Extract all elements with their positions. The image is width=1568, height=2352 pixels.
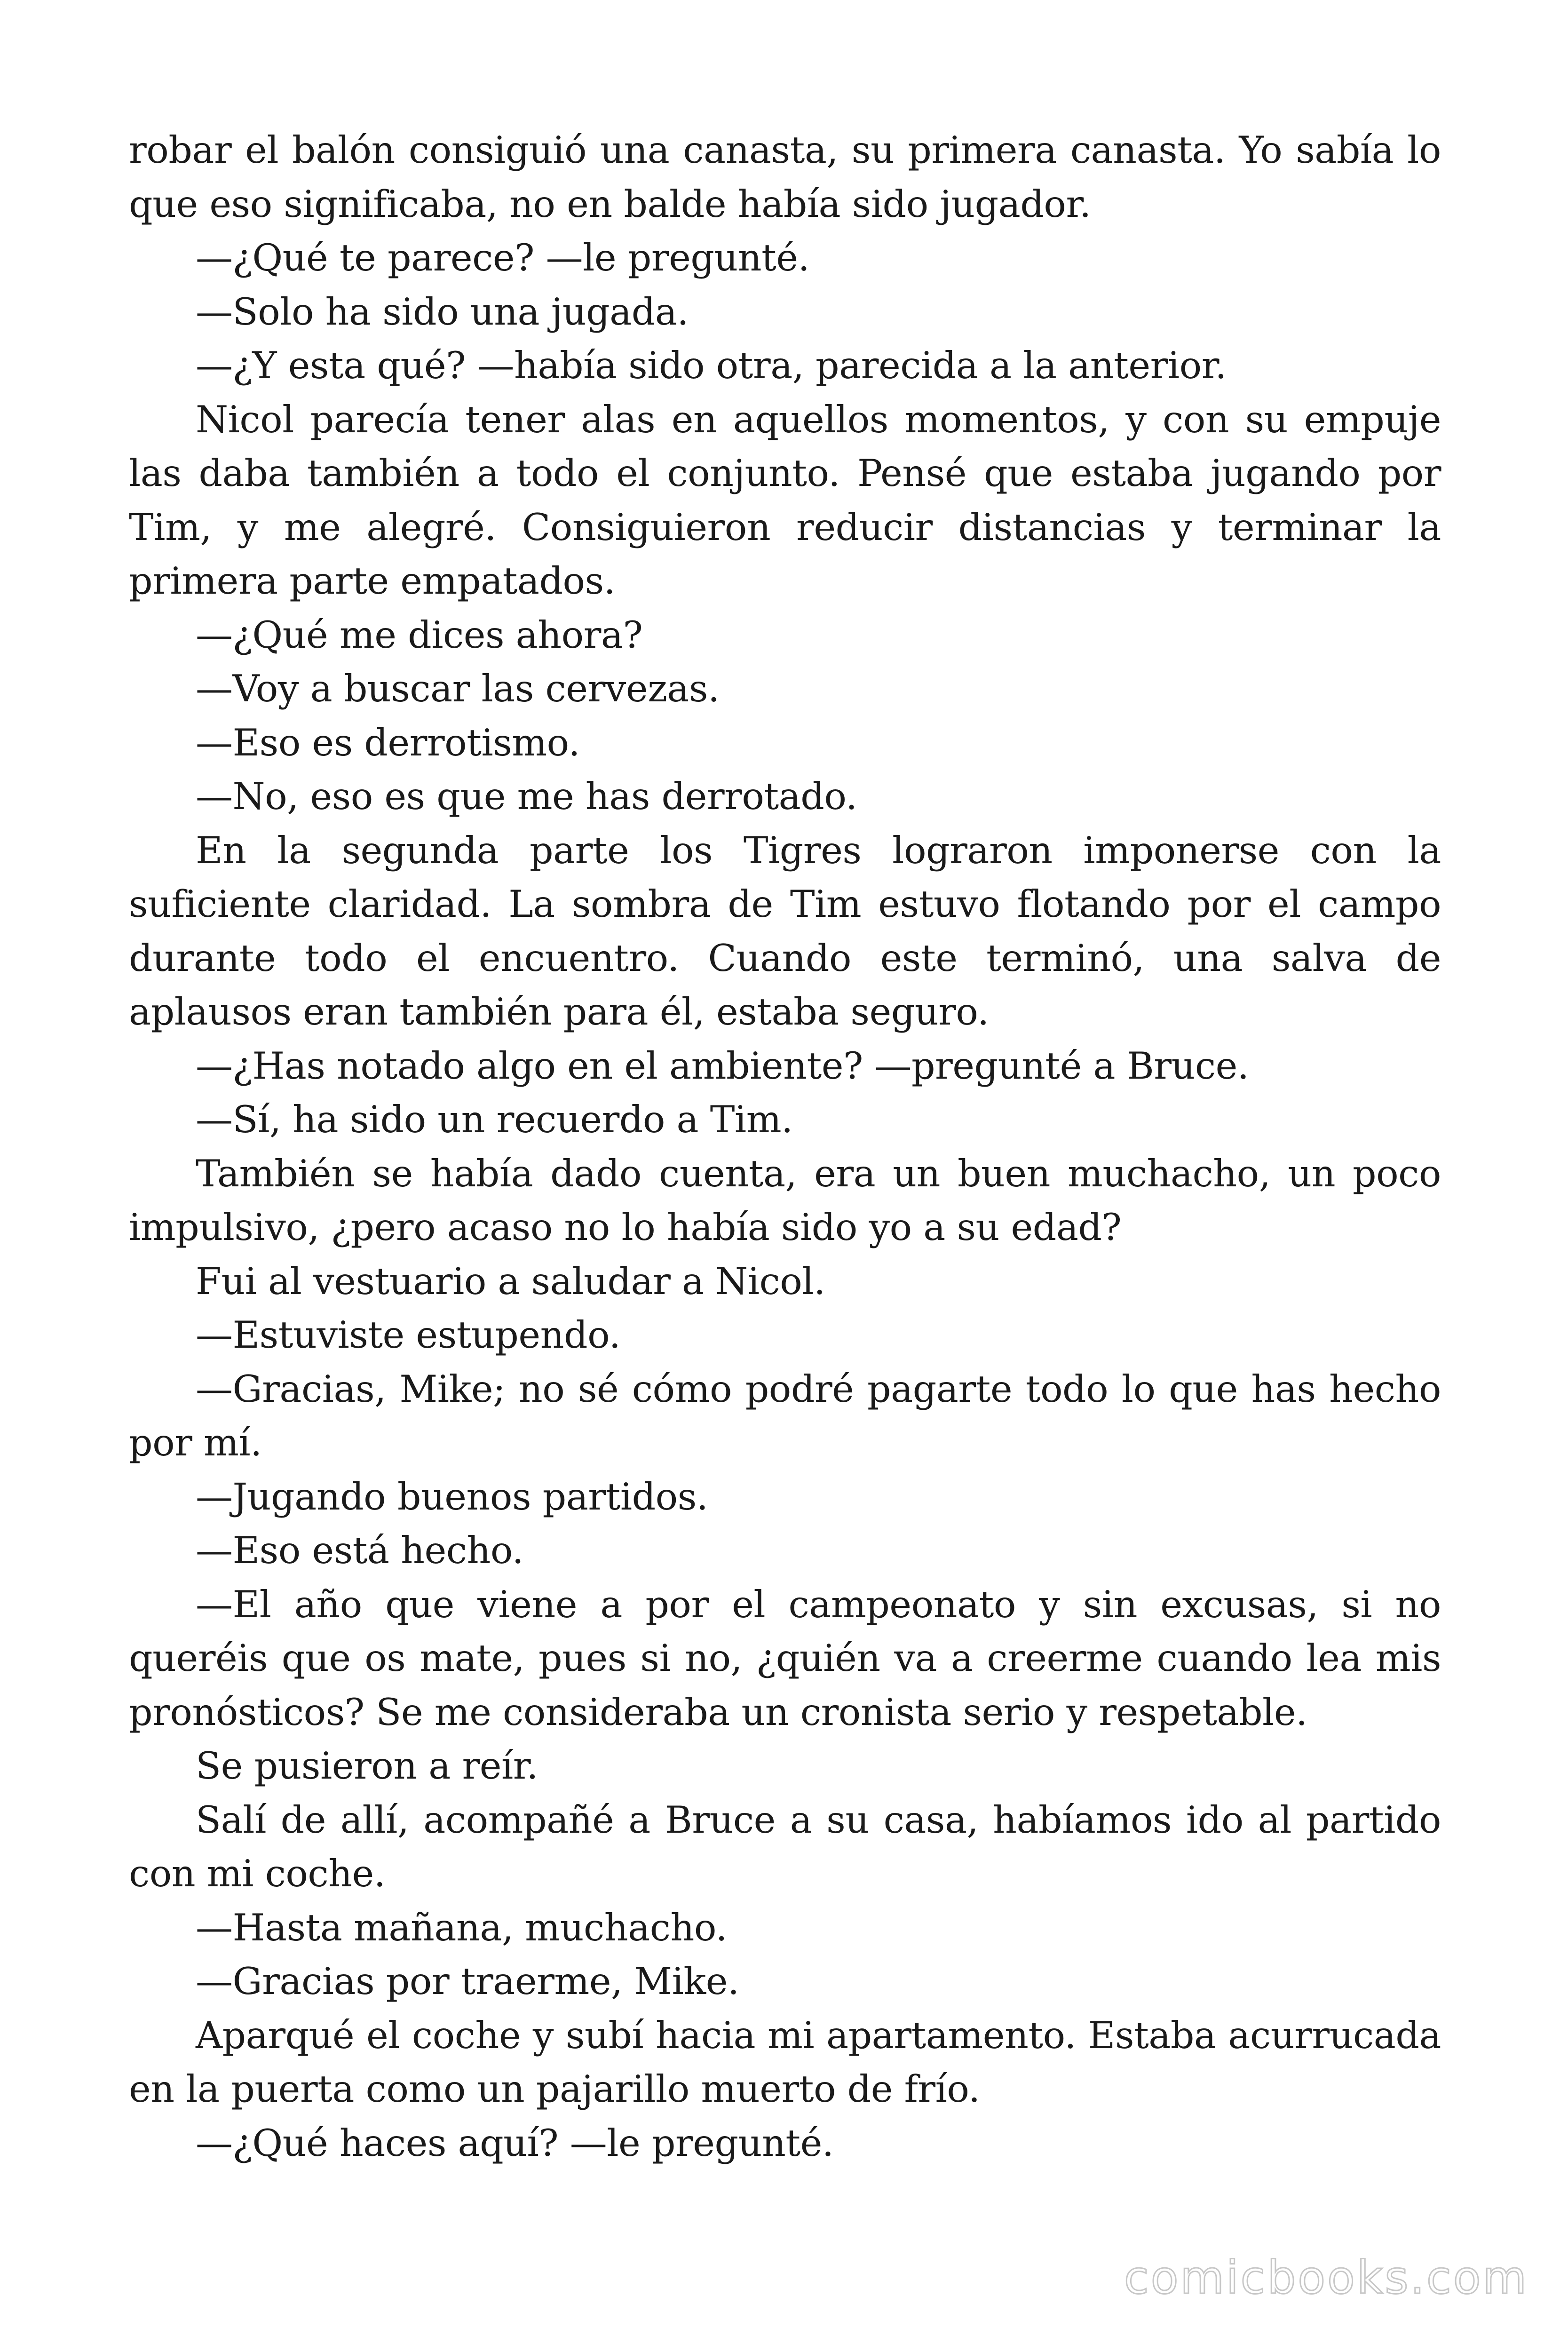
paragraph: —¿Qué haces aquí? —le pregunté.: [196, 2121, 834, 2165]
page-body-text: [129, 123, 1441, 2170]
paragraph: También se había dado cuenta, era un buen muchacho, un poco impulsivo, ¿pero acaso no lo había sido yo a su edad?: [129, 1152, 1441, 1249]
paragraph: —No, eso es que me has derrotado.: [196, 775, 857, 818]
paragraph: —¿Qué te parece? —le pregunté.: [196, 236, 810, 279]
paragraph: Aparqué el coche y subí hacia mi apartamento. Estaba acurrucada en la puerta como un pajarillo muerto de frío.: [129, 2013, 1441, 2111]
paragraph: —¿Qué me dices ahora?: [196, 613, 643, 657]
paragraph: —Gracias por traerme, Mike.: [196, 1960, 739, 2003]
paragraph: Se pusieron a reír.: [196, 1744, 539, 1788]
paragraph: En la segunda parte los Tigres lograron imponerse con la suficiente claridad. La sombra de Tim estuvo flotando por el campo durante todo el encuentro. Cuando este terminó, una salva de aplausos eran también para él, estaba seguro.: [129, 828, 1441, 1033]
watermark: comicbooks.com: [1124, 2251, 1528, 2304]
paragraph: —Voy a buscar las cervezas.: [196, 667, 720, 710]
paragraph: —Eso está hecho.: [196, 1529, 524, 1572]
paragraph: Salí de allí, acompañé a Bruce a su casa, habíamos ido al partido con mi coche.: [129, 1798, 1441, 1895]
paragraph: —Jugando buenos partidos.: [196, 1475, 708, 1518]
paragraph: —¿Has notado algo en el ambiente? —pregunté a Bruce.: [196, 1044, 1249, 1088]
paragraph: Nicol parecía tener alas en aquellos momentos, y con su empuje las daba también a todo el conjunto. Pensé que estaba jugando por Tim, y me alegré. Consiguieron reducir distancias y terminar la primera parte empatados.: [129, 397, 1441, 603]
paragraph: —Eso es derrotismo.: [196, 721, 580, 764]
paragraph: —Solo ha sido una jugada.: [196, 290, 689, 334]
paragraph: robar el balón consiguió una canasta, su primera canasta. Yo sabía lo que eso significaba, no en balde había sido jugador.: [129, 128, 1441, 226]
paragraph: —Hasta mañana, muchacho.: [196, 1906, 728, 1949]
paragraph: —Gracias, Mike; no sé cómo podré pagarte todo lo que has hecho por mí.: [129, 1367, 1441, 1464]
paragraph: —El año que viene a por el campeonato y sin excusas, si no queréis que os mate, pues si no, ¿quién va a creerme cuando lea mis pronósticos? Se me consideraba un cronista serio y respetable.: [129, 1582, 1441, 1734]
paragraph: Fui al vestuario a saludar a Nicol.: [196, 1259, 825, 1303]
paragraph: —Sí, ha sido un recuerdo a Tim.: [196, 1098, 793, 1141]
paragraph: —¿Y esta qué? —había sido otra, parecida a la anterior.: [196, 344, 1227, 387]
paragraph: —Estuviste estupendo.: [196, 1313, 621, 1357]
